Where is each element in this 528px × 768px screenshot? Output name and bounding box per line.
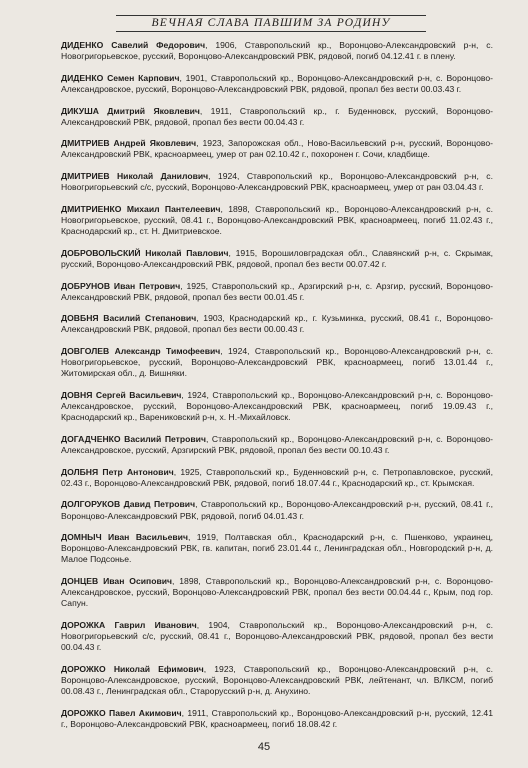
memorial-entry	[61, 138, 493, 160]
entry-details: , Ставропольский кр., Воронцово-Александровский р-н, русский, 08.41 г., Воронцово-Александровский РВК, рядовой, погиб 04.01.43 г.	[61, 499, 493, 521]
entry-name: ДМИТРИЕВ Николай Данилович	[61, 171, 209, 182]
entry-list	[61, 40, 493, 741]
entry-name: ДМИТРИЕВ Андрей Яковлевич	[61, 138, 197, 149]
entry-name: ДОБРОВОЛЬСКИЙ Николай Павлович	[61, 247, 229, 258]
entry-name: ДИДЕНКО Семен Карпович	[61, 72, 180, 83]
entry-name: ДИКУША Дмитрий Яковлевич	[61, 105, 200, 116]
entry-name: ДОНЦЕВ Иван Осипович	[61, 576, 173, 587]
memorial-entry	[61, 434, 493, 456]
memorial-entry	[61, 248, 493, 270]
entry-name: ДОВБНЯ Василий Степанович	[61, 313, 197, 324]
entry-details: , 1924, Ставропольский кр., Воронцово-Александровский р-н, с. Новогригорьевский с/с, русский, Воронцово-Александровский РВК, красноармеец, умер от ран 03.04.43 г.	[61, 171, 493, 193]
entry-details: , 1919, Полтавская обл., Краснодарский р-н, с. Пшенково, украинец, Воронцово-Александровский РВК, гв. капитан, погиб 23.01.44 г., Ленинградская обл., Новгородский р-н, д. Малое Подсонье.	[61, 532, 494, 565]
entry-details: , 1903, Краснодарский кр., г. Кузьминка, русский, 08.41 г., Воронцово-Александровский РВК, рядовой, пропал без вести 00.00.43 г.	[61, 313, 493, 335]
entry-name: ДОМНЫЧ Иван Васильевич	[61, 532, 188, 543]
memorial-entry	[61, 664, 493, 697]
entry-name: ДИДЕНКО Савелий Федорович	[61, 40, 206, 50]
memorial-entry	[61, 171, 493, 193]
entry-details: , 1911, Ставропольский кр., г. Буденновск, русский, Воронцово-Александровский РВК, рядовой, пропал без вести 00.04.43 г.	[61, 105, 493, 127]
entry-name: ДОЛГОРУКОВ Давид Петрович	[61, 499, 196, 510]
memorial-entry	[61, 390, 493, 423]
memorial-entry	[61, 532, 493, 565]
entry-details: , 1898, Ставропольский кр., Воронцово-Александровский р-н, с. Воронцово-Александровское, русский, Воронцово-Александровский РВК, пропал без вести 00.04.44 г., Крым, под гор. Сапун.	[61, 576, 493, 609]
entry-details: , 1901, Ставропольский кр., Воронцово-Александровский р-н, с. Воронцово-Александровское, русский, Воронцово-Александровский РВК, рядовой, пропал без вести 00.03.43 г.	[61, 72, 493, 94]
memorial-entry	[61, 204, 493, 237]
memorial-entry	[61, 467, 493, 489]
entry-name: ДОРОЖКО Павел Акимович	[61, 707, 182, 718]
page-number: 45	[257, 741, 271, 753]
entry-details: , 1898, Ставропольский кр., Воронцово-Александровский р-н, с. Новогригорьевское, русский, 08.41 г., Воронцово-Александровский РВК, красноармеец, погиб 11.02.43 г., Краснодарский кр., ст. Н. Дмитриевское.	[61, 203, 493, 237]
memorial-entry	[61, 620, 493, 653]
entry-name: ДОГАДЧЕНКО Василий Петрович	[61, 433, 206, 444]
entry-details: , 1904, Ставропольский кр., Воронцово-Александровский р-н, с. Новогригорьевский с/с, русский, 08.41 г., Воронцово-Александровский РВК, рядовой, пропал без вести 00.04.43 г.	[61, 619, 493, 653]
entry-details: , 1923, Запорожская обл., Ново-Васильевский р-н, русский, Воронцово-Александровский РВК, красноармеец, умер от ран 02.10.42 г., похоронен г. Сочи, кладбище.	[61, 138, 493, 160]
entry-details: , 1906, Ставропольский кр., Воронцово-Александровский р-н, с. Новогригорьевское, русский, Воронцово-Александровский РВК, рядовой, погиб 04.12.41 г. в плену.	[61, 40, 493, 62]
memorial-entry	[61, 281, 493, 303]
entry-details: , 1925, Ставропольский кр., Буденновский р-н, с. Петропавловское, русский, 02.43 г., Воронцово-Александровский РВК, рядовой, погиб 18.07.44 г., Краснодарский кр., ст. Крымская.	[61, 466, 493, 488]
memorial-entry	[61, 313, 493, 335]
entry-details: , 1924, Ставропольский кр., Воронцово-Александровский р-н, с. Воронцово-Александровское, русский, Воронцово-Александровский РВК, красноармеец, погиб 19.09.43 г., Краснодарский кр., Варениковский р-н, х. Н.-Михайловск.	[61, 390, 493, 423]
entry-details: , 1911, Ставропольский кр., Воронцово-Александровский р-н, русский, 12.41 г., Воронцово-Александровский РВК, красноармеец, погиб 18.08.42 г.	[61, 707, 493, 729]
entry-name: ДМИТРИЕНКО Михаил Пантелеевич	[61, 203, 221, 214]
memorial-entry	[61, 576, 493, 609]
memorial-entry	[61, 106, 493, 128]
entry-details: , 1925, Ставропольский кр., Арзгирский р-н, с. Арзгир, русский, Воронцово-Александровский РВК, рядовой, пропал без вести 00.01.45 г.	[61, 280, 493, 302]
entry-details: , 1924, Ставропольский кр., Воронцово-Александровский р-н, с. Новогригорьевское, русский, Воронцово-Александровский РВК, красноармеец, погиб 13.01.44 г., Житомирская обл., д. Вишняки.	[61, 346, 493, 379]
memorial-entry	[61, 40, 493, 62]
memorial-entry	[61, 73, 493, 95]
header-bottom-rule	[116, 31, 426, 32]
entry-name: ДОРОЖКА Гаврил Иванович	[61, 619, 197, 630]
entry-name: ДОБРУНОВ Иван Петрович	[61, 280, 181, 291]
entry-details: , 1915, Ворошиловградская обл., Славянский р-н, с. Скрымак, русский, Воронцово-Александровский РВК, рядовой, пропал без вести 00.07.42 г.	[61, 247, 493, 269]
memorial-entry	[61, 346, 493, 379]
entry-name: ДОРОЖКО Николай Ефимович	[61, 663, 204, 674]
entry-name: ДОЛБНЯ Петр Антонович	[61, 466, 174, 477]
entry-name: ДОВНЯ Сергей Васильевич	[61, 390, 182, 400]
entry-details: , 1923, Ставропольский кр., Воронцово-Александровский р-н, с. Воронцово-Александровское, русский, Воронцово-Александровский РВК, лейтенант, чл. ВЛКСМ, погиб 00.08.43 г., Ленинградская обл., Старорусский р-н, д. Анухино.	[61, 663, 493, 697]
entry-details: , Ставропольский кр., Воронцово-Александровский р-н, с. Воронцово-Александровское, русский, Арзгирский РВК, рядовой, пропал без вести 00.10.43 г.	[61, 433, 494, 455]
running-header: ВЕЧНАЯ СЛАВА ПАВШИМ ЗА РОДИНУ	[151, 17, 391, 29]
memorial-entry	[61, 499, 493, 521]
entry-name: ДОВГОЛЕВ Александр Тимофеевич	[61, 346, 221, 357]
memorial-entry	[61, 708, 493, 730]
